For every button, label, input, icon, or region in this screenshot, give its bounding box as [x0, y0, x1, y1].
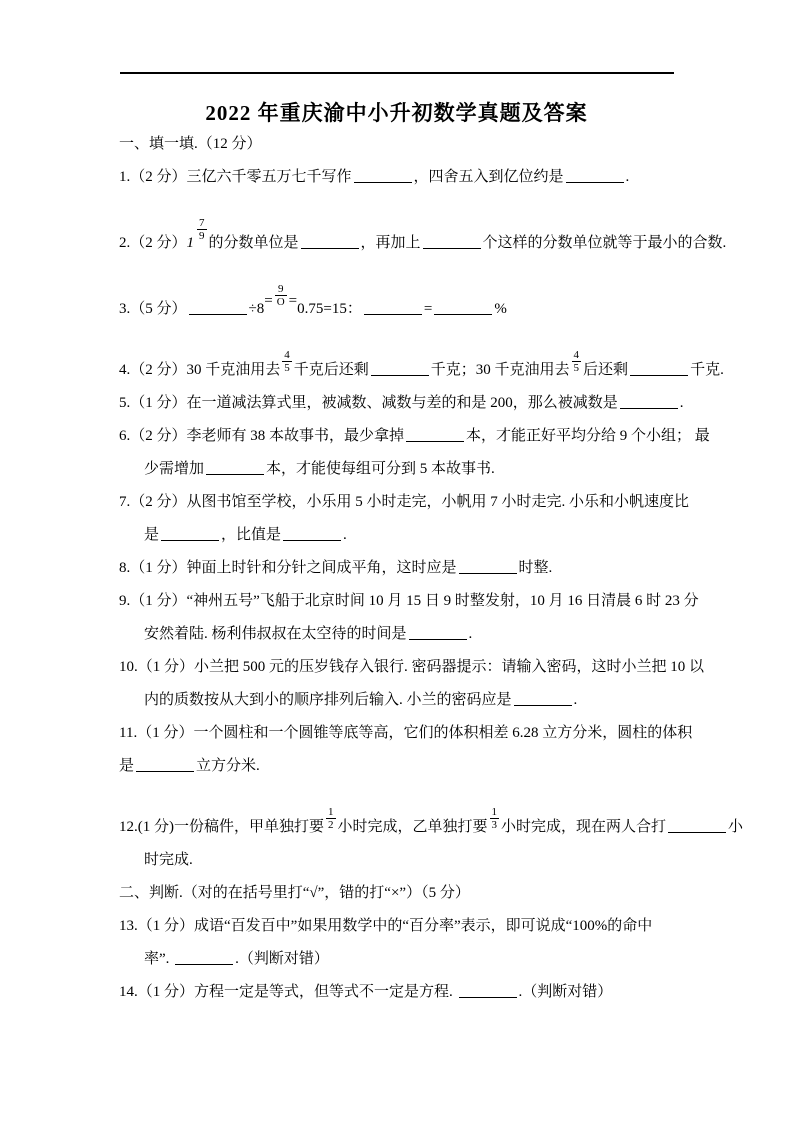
question-line: [119, 260, 719, 326]
question-text: 本，才能正好平均分给 9 个小组； 最: [466, 428, 710, 445]
fraction-numerator: 4: [284, 349, 290, 362]
question-text: 个这样的分数单位就等于最小的合数.: [482, 235, 727, 252]
fraction-numerator: 4: [573, 349, 580, 362]
exam-content: [119, 128, 744, 1009]
question-text: 是: [144, 527, 160, 544]
question-text: 率”.: [144, 951, 174, 968]
answer-blank: [161, 528, 219, 541]
fraction-denominator: 9: [199, 230, 205, 243]
question-line: [119, 387, 719, 420]
answer-blank: [620, 396, 678, 409]
question-line: [119, 783, 744, 844]
fraction-denominator: 2: [328, 819, 334, 832]
question-text: 6.（2 分）李老师有 38 本故事书，最少拿掉: [119, 428, 405, 445]
question-line: [119, 684, 719, 717]
fraction: [282, 349, 292, 374]
question-text: ，比值是: [221, 527, 282, 544]
raised-equals: =: [288, 293, 298, 310]
question-text: 千克后还剩: [293, 362, 369, 379]
section-heading: 二、判断.（对的在括号里打“√”，错的打“×”）（5 分）: [119, 885, 470, 902]
question-line: [119, 585, 719, 618]
answer-blank: [206, 462, 264, 475]
answer-blank: [136, 759, 194, 772]
question-line: [119, 976, 719, 1009]
question-line: [119, 326, 724, 387]
answer-blank: [434, 302, 492, 315]
answer-blank: [630, 363, 688, 376]
fraction-denominator: 3: [491, 819, 498, 832]
question-text: 0.75=15：: [297, 301, 362, 318]
page-title: 2022 年重庆渝中小升初数学真题及答案: [205, 101, 588, 125]
question-text: 小: [728, 819, 744, 836]
question-text: =: [423, 301, 433, 318]
fraction-numerator: 1: [491, 806, 498, 819]
question-text: .: [679, 395, 684, 412]
answer-blank: [283, 528, 341, 541]
fraction: [572, 349, 582, 374]
answer-blank: [175, 952, 233, 965]
question-line: [119, 618, 719, 651]
question-line: [119, 910, 719, 943]
question-text: 4.（2 分）30 千克油用去: [119, 362, 281, 379]
question-text: 小时完成，乙单独打要: [337, 819, 488, 836]
answer-blank: [514, 693, 572, 706]
fraction-numerator: 1: [328, 806, 334, 819]
question-text: 内的质数按从大到小的顺序排列后输入. 小兰的密码应是: [144, 692, 512, 709]
fraction-denominator: O: [276, 296, 285, 309]
answer-blank: [354, 170, 412, 183]
question-text: 3.（5 分）: [119, 301, 187, 318]
answer-blank: [423, 236, 481, 249]
fraction-denominator: 5: [284, 362, 290, 375]
question-text: .: [343, 527, 347, 544]
answer-blank: [459, 985, 517, 998]
question-text: 时完成.: [144, 852, 193, 869]
section-heading: 一、填一填.（12 分）: [119, 136, 262, 152]
question-text: 时整.: [518, 560, 553, 577]
question-line: [119, 651, 719, 684]
question-line: [119, 750, 719, 783]
question-text: .（判断对错）: [235, 951, 329, 968]
question-text: 14.（1 分）方程一定是等式，但等式不一定是方程.: [119, 984, 457, 1001]
question-text: 8.（1 分）钟面上时针和分针之间成平角，这时应是: [119, 560, 457, 577]
question-text: 后还剩: [583, 362, 629, 379]
fraction-numerator: 7: [199, 217, 205, 229]
question-text: 12.(1 分)一份稿件，甲单独打要: [119, 819, 324, 836]
answer-blank: [409, 627, 467, 640]
question-line: [119, 519, 719, 552]
question-text: 7.（2 分）从图书馆至学校，小乐用 5 小时走完，小帆用 7 小时走完. 小乐和小帆速度比: [119, 494, 690, 511]
answer-blank: [189, 302, 247, 315]
question-line: [119, 161, 719, 194]
question-text: .: [468, 626, 473, 643]
question-line: [119, 486, 719, 519]
question-text: .（判断对错）: [518, 984, 613, 1001]
answer-blank: [364, 302, 422, 315]
mixed-number-whole: 1: [186, 235, 195, 252]
question-text: 少需增加: [144, 461, 205, 478]
question-text: 千克.: [690, 362, 724, 379]
fraction: [275, 283, 287, 308]
question-text: %: [494, 301, 507, 318]
fraction-denominator: 5: [573, 362, 580, 375]
question-line: [119, 194, 727, 260]
question-text: 安然着陆. 杨利伟叔叔在太空待的时间是: [144, 626, 407, 643]
question-line: [119, 552, 719, 585]
question-text: .: [573, 692, 578, 709]
question-line: [119, 717, 719, 750]
question-text: 的分数单位是: [208, 235, 299, 252]
fraction-numerator: 9: [275, 283, 287, 296]
question-text: 小时完成，现在两人合打: [501, 819, 667, 836]
answer-blank: [406, 429, 464, 442]
question-text: 13.（1 分）成语“百发百中”如果用数学中的“百分率”表示，即可说成“100%的命中: [119, 918, 653, 935]
question-text: ÷8: [248, 301, 265, 318]
fraction: [197, 217, 207, 242]
question-text: ，四舍五入到亿位约是: [413, 169, 564, 185]
question-text: .: [625, 169, 630, 185]
answer-blank: [459, 561, 517, 574]
mixed-number: [186, 217, 209, 252]
question-text: 9.（1 分）“神州五号”飞船于北京时间 10 月 15 日 9 时整发射，10 月 16 日清晨 6 时 23 分: [119, 593, 699, 610]
question-text: ，再加上: [360, 235, 421, 252]
question-line: [119, 844, 719, 877]
question-line: [119, 453, 719, 486]
answer-blank: [371, 363, 429, 376]
question-text: 10.（1 分）小兰把 500 元的压岁钱存入银行. 密码器提示：请输入密码，这时小兰把 10 以: [119, 659, 705, 676]
question-text: 是: [119, 758, 135, 775]
question-line: [119, 420, 719, 453]
question-text: 11.（1 分）一个圆柱和一个圆锥等底等高，它们的体积相差 6.28 立方分米，圆柱的体积: [119, 725, 693, 742]
question-text: 立方分米.: [196, 758, 260, 775]
question-line: [119, 943, 719, 976]
fraction: [490, 806, 500, 831]
fraction: [326, 806, 336, 831]
title-divider: [120, 72, 674, 74]
question-text: 5.（1 分）在一道减法算式里，被减数、减数与差的和是 200，那么被减数是: [119, 395, 618, 412]
answer-blank: [301, 236, 359, 249]
question-text: 本，才能使每组可分到 5 本故事书.: [266, 461, 495, 478]
question-text: 千克；30 千克油用去: [430, 362, 570, 379]
question-text: 2.（2 分）: [119, 235, 187, 252]
answer-blank: [668, 820, 726, 833]
question-text: 1.（2 分）三亿六千零五万七千写作: [119, 169, 352, 185]
raised-equals: =: [264, 293, 273, 310]
answer-blank: [566, 170, 624, 183]
